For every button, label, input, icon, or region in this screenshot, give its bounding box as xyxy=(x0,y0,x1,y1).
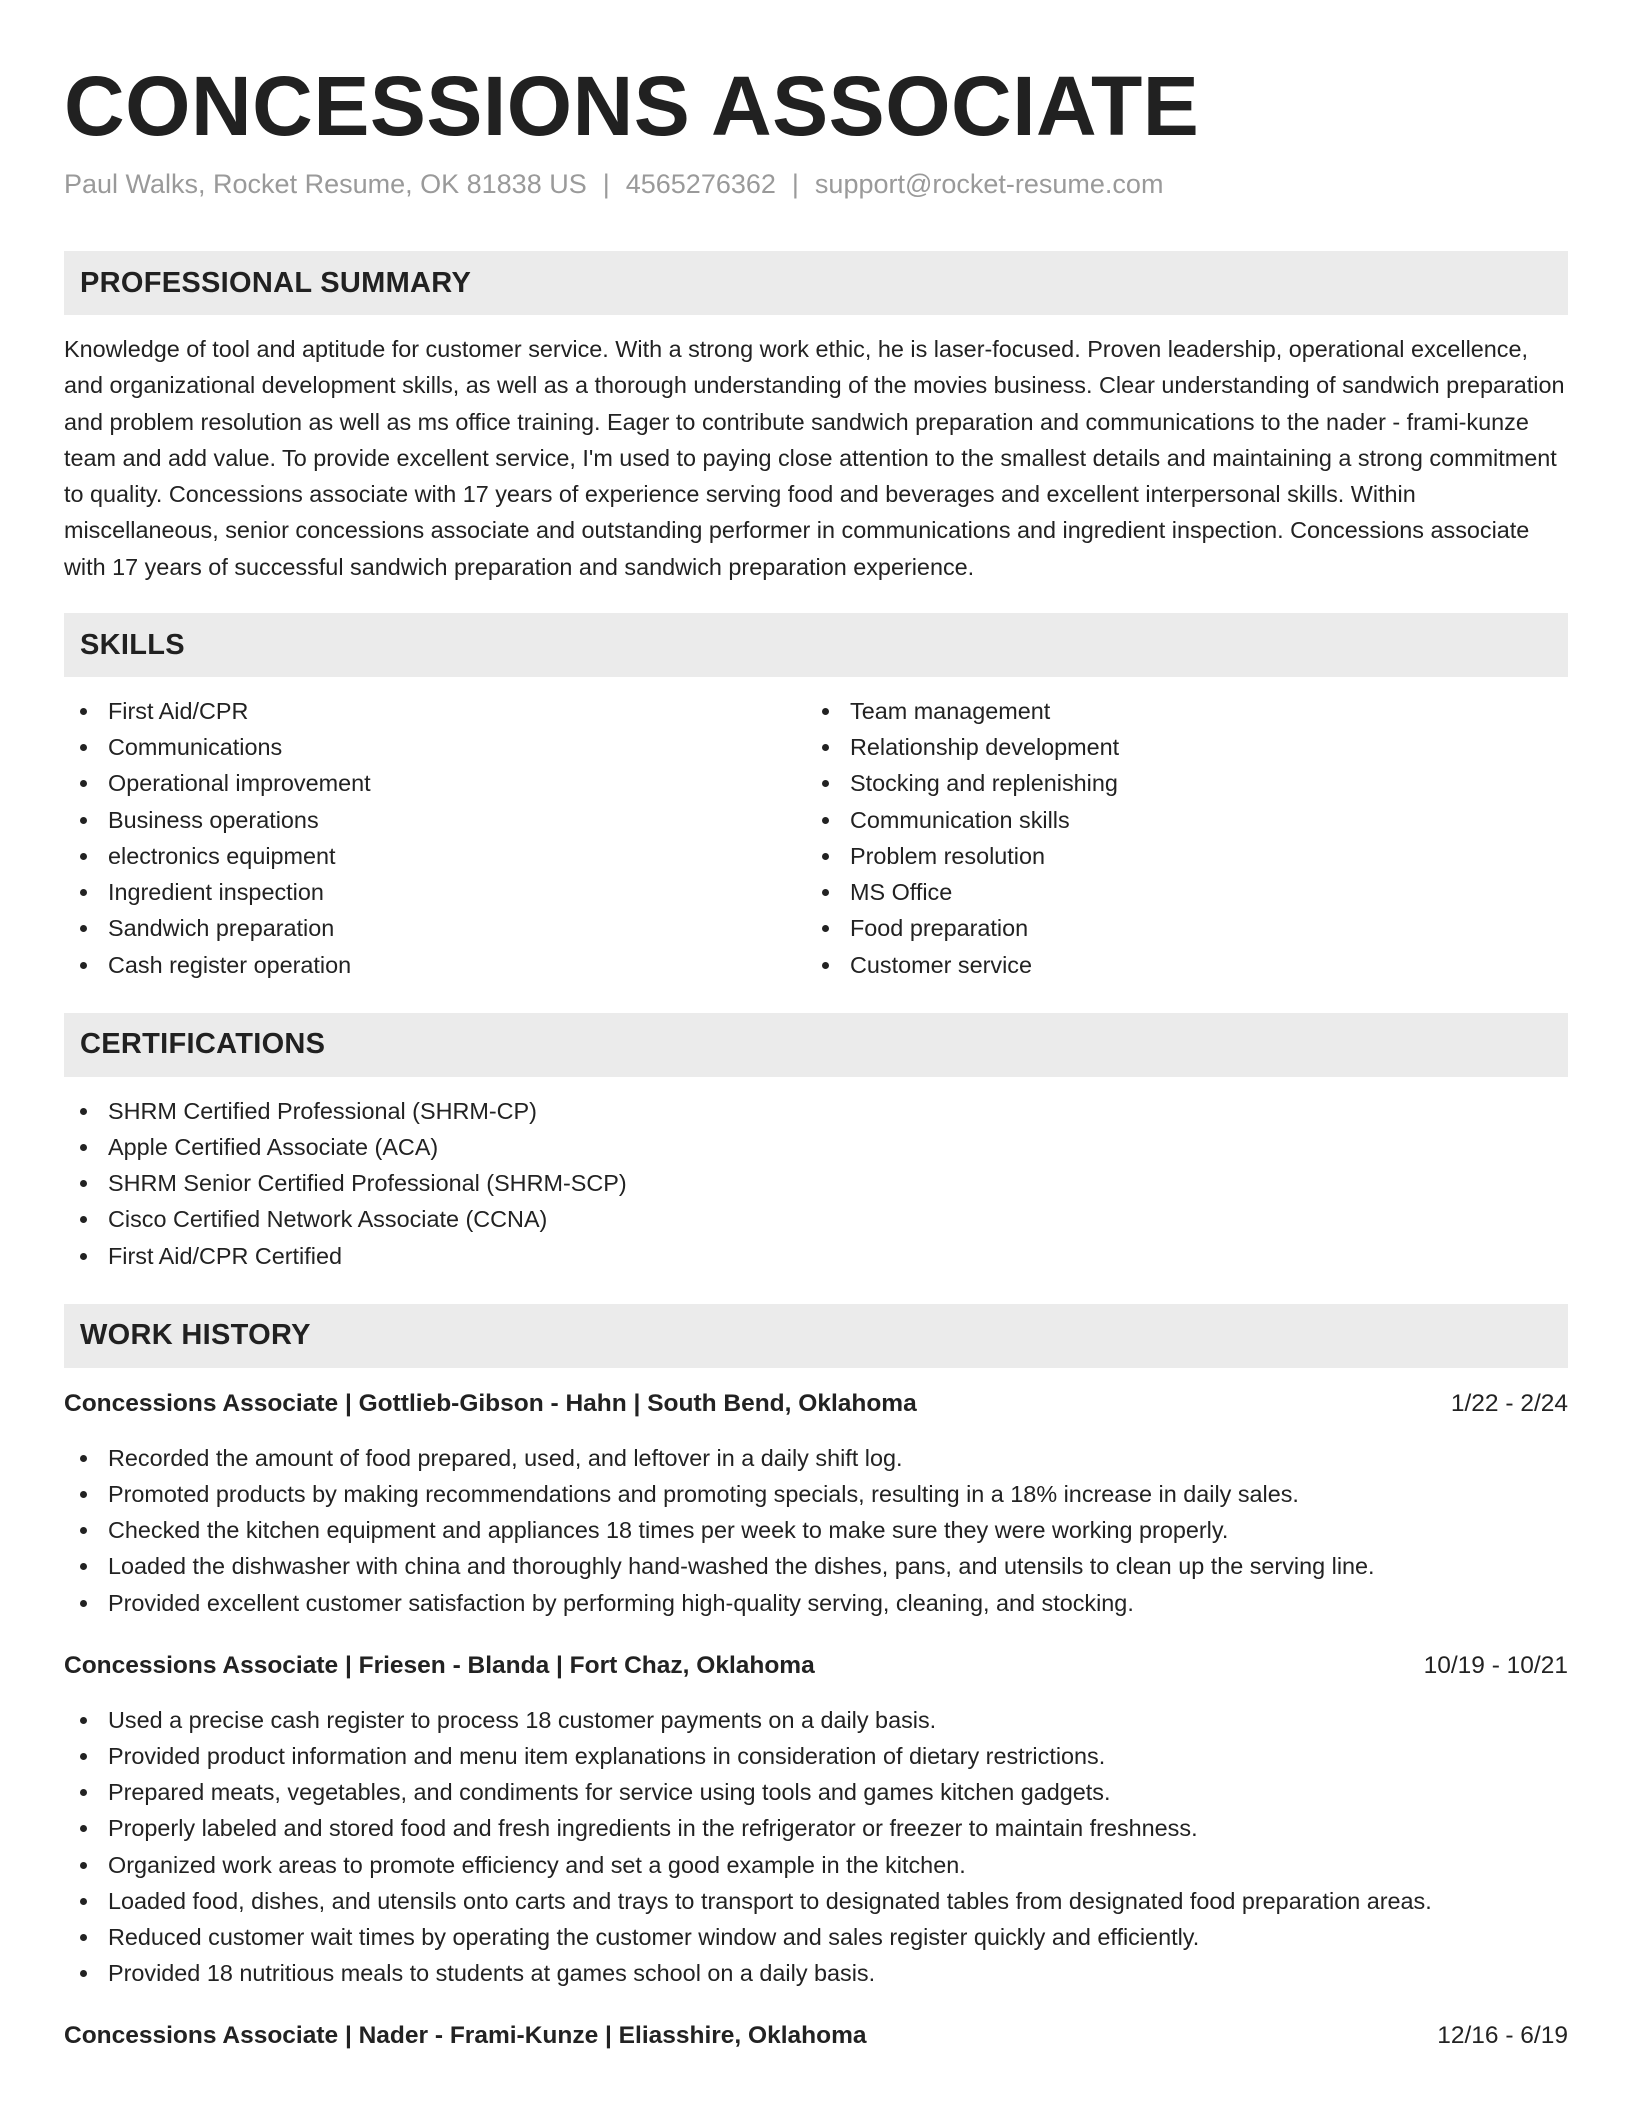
job-duty-item: Loaded food, dishes, and utensils onto carts and trays to transport to designated tables from designated food preparation areas. xyxy=(64,1883,1568,1919)
job-header xyxy=(64,2018,1568,2054)
job-entry xyxy=(64,2018,1568,2054)
job-duty-item: Organized work areas to promote efficiency and set a good example in the kitchen. xyxy=(64,1847,1568,1883)
skill-item: Communications xyxy=(64,729,806,765)
skill-item: Operational improvement xyxy=(64,765,806,801)
skill-item: Ingredient inspection xyxy=(64,874,806,910)
summary-text: Knowledge of tool and aptitude for customer service. With a strong work ethic, he is laser-focused. Proven leadership, operational excellence, and organizational development skills, as well as a thorough understanding of the movies business. Clear understanding of sandwich preparation and problem resolution as well as ms office training. Eager to contribute sandwich preparation and communications to the nader - frami-kunze team and add value. To provide excellent service, I'm used to paying close attention to the smallest details and maintaining a strong commitment to quality. Concessions associate with 17 years of experience serving food and beverages and excellent interpersonal skills. Within miscellaneous, senior concessions associate and outstanding performer in communications and ingredient inspection. Concessions associate with 17 years of successful sandwich preparation and sandwich preparation experience. xyxy=(64,336,1565,580)
skill-item: MS Office xyxy=(806,874,1548,910)
skill-item: Food preparation xyxy=(806,910,1548,946)
skill-item: electronics equipment xyxy=(64,838,806,874)
job-title: Concessions Associate | Friesen - Blanda | Fort Chaz, Oklahoma xyxy=(64,1651,815,1679)
skill-item: Cash register operation xyxy=(64,947,806,983)
certification-item: SHRM Senior Certified Professional (SHRM-SCP) xyxy=(64,1165,1568,1201)
skill-item: Sandwich preparation xyxy=(64,910,806,946)
certification-item: Cisco Certified Network Associate (CCNA) xyxy=(64,1201,1568,1237)
job-dates: 1/22 - 2/24 xyxy=(1450,1389,1568,1417)
skills-list-right xyxy=(806,693,1548,983)
contact-address: Paul Walks, Rocket Resume, OK 81838 US xyxy=(64,169,587,199)
job-duty-item: Recorded the amount of food prepared, used, and leftover in a daily shift log. xyxy=(64,1440,1568,1476)
skill-item: Problem resolution xyxy=(806,838,1548,874)
certification-item: Apple Certified Associate (ACA) xyxy=(64,1129,1568,1165)
job-duty-item: Used a precise cash register to process 18 customer payments on a daily basis. xyxy=(64,1702,1568,1738)
job-duties-list xyxy=(64,1440,1568,1621)
skill-item: Team management xyxy=(806,693,1548,729)
job-duties-list xyxy=(64,1702,1568,1992)
skills-grid xyxy=(64,693,1568,983)
skill-item: Business operations xyxy=(64,802,806,838)
job-title: Concessions Associate | Nader - Frami-Kunze | Eliasshire, Oklahoma xyxy=(64,2022,867,2050)
skill-item: Communication skills xyxy=(806,802,1548,838)
job-duty-item: Reduced customer wait times by operating the customer window and sales register quickly and efficiently. xyxy=(64,1919,1568,1955)
certification-item: First Aid/CPR Certified xyxy=(64,1238,1568,1274)
summary-heading: PROFESSIONAL SUMMARY xyxy=(64,251,1568,315)
skill-item: Relationship development xyxy=(806,729,1548,765)
job-dates: 12/16 - 6/19 xyxy=(1437,2022,1568,2050)
job-duty-item: Provided product information and menu item explanations in consideration of dietary restrictions. xyxy=(64,1738,1568,1774)
job-header xyxy=(64,1386,1568,1422)
job-duty-item: Promoted products by making recommendations and promoting specials, resulting in a 18% increase in daily sales. xyxy=(64,1476,1568,1512)
contact-line xyxy=(64,166,1568,202)
job-duty-item: Checked the kitchen equipment and appliances 18 times per week to make sure they were working properly. xyxy=(64,1512,1568,1548)
skills-heading: SKILLS xyxy=(64,613,1568,677)
job-duty-item: Loaded the dishwasher with china and thoroughly hand-washed the dishes, pans, and utensils to clean up the serving line. xyxy=(64,1548,1568,1584)
contact-phone: 4565276362 xyxy=(625,169,776,199)
job-header xyxy=(64,1648,1568,1684)
resume-page xyxy=(64,0,1568,2054)
job-duty-item: Prepared meats, vegetables, and condiments for service using tools and games kitchen gadgets. xyxy=(64,1774,1568,1810)
job-entry xyxy=(64,1386,1568,1621)
job-duty-item: Provided excellent customer satisfaction by performing high-quality serving, cleaning, and stocking. xyxy=(64,1585,1568,1621)
contact-separator: | xyxy=(602,169,610,199)
work-history-heading: WORK HISTORY xyxy=(64,1304,1568,1368)
job-duty-item: Provided 18 nutritious meals to students at games school on a daily basis. xyxy=(64,1955,1568,1991)
certifications-list xyxy=(64,1093,1568,1274)
contact-email: support@rocket-resume.com xyxy=(814,169,1164,199)
skill-item: Customer service xyxy=(806,947,1548,983)
certification-item: SHRM Certified Professional (SHRM-CP) xyxy=(64,1093,1568,1129)
skill-item: First Aid/CPR xyxy=(64,693,806,729)
job-duty-item: Properly labeled and stored food and fresh ingredients in the refrigerator or freezer to maintain freshness. xyxy=(64,1810,1568,1846)
resume-title: CONCESSIONS ASSOCIATE xyxy=(64,59,1200,153)
contact-separator: | xyxy=(791,169,799,199)
skill-item: Stocking and replenishing xyxy=(806,765,1548,801)
job-dates: 10/19 - 10/21 xyxy=(1423,1651,1568,1679)
skills-list-left xyxy=(64,693,806,983)
certifications-heading: CERTIFICATIONS xyxy=(64,1013,1568,1077)
job-entry xyxy=(64,1648,1568,1992)
job-title: Concessions Associate | Gottlieb-Gibson - Hahn | South Bend, Oklahoma xyxy=(64,1389,917,1417)
